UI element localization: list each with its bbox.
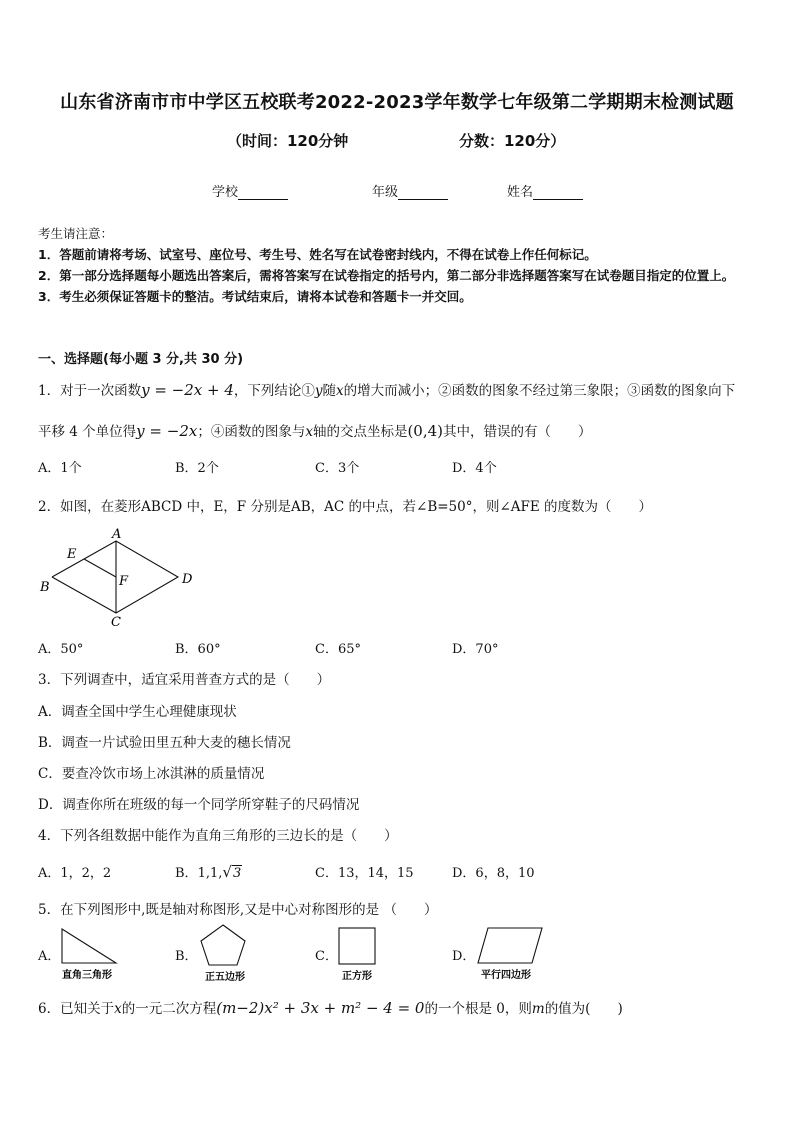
q5-text: 5．在下列图形中,既是轴对称图形,又是中心对称图形的是 （ ）	[38, 902, 438, 918]
pentagon-label: 正五边形	[205, 972, 245, 983]
pentagon-shape	[201, 925, 245, 965]
q1-var-y: y	[314, 383, 323, 399]
q1-option-b[interactable]: B．2个	[175, 461, 219, 476]
name-label: 姓名	[507, 185, 534, 200]
q1-function-shifted: y = −2x	[136, 422, 198, 440]
q5-option-c[interactable]: C．	[315, 949, 338, 964]
q1-text: 随	[322, 383, 337, 399]
grade-field[interactable]	[372, 181, 448, 200]
label-d: D	[182, 572, 193, 587]
q2-text: 2．如图，在菱形ABCD 中，E，F 分别是AB，AC 的中点，若∠B=50°，则∠AFE 的度数为（ ）	[38, 499, 653, 515]
q4-option-b-radicand: 3	[232, 866, 242, 881]
notes-heading: 考生请注意：	[38, 226, 114, 241]
q4-option-d[interactable]: D．6，8，10	[452, 866, 535, 881]
q6-text-part: 的一元二次方程	[121, 1001, 217, 1017]
q1-option-c[interactable]: C．3个	[315, 461, 360, 476]
regular-pentagon-figure[interactable]	[197, 921, 257, 985]
q6-equation: (m−2)x² + 3x + m² − 4 = 0	[216, 999, 425, 1017]
q4-option-b-label: B．	[175, 866, 198, 881]
q2-option-c[interactable]: C．65°	[315, 642, 361, 657]
grade-blank[interactable]	[398, 187, 448, 200]
square-figure[interactable]	[336, 925, 382, 983]
q1-text: 轴的交点坐标是	[312, 424, 408, 440]
parallelogram-shape	[478, 928, 542, 963]
q4-option-b-values: 1,1,	[197, 866, 223, 881]
parallelogram-figure[interactable]	[474, 925, 546, 983]
q6-var-x: x	[114, 1001, 122, 1017]
q1-var-x: x	[336, 383, 344, 399]
school-field[interactable]	[212, 181, 288, 200]
q3-option-c[interactable]: C．要查冷饮市场上冰淇淋的质量情况	[38, 766, 265, 782]
q1-function: y = −2x + 4	[141, 381, 234, 399]
note-item: 3．考生必须保证答题卡的整洁。考试结束后，请将本试卷和答题卡一并交回。	[38, 289, 472, 304]
right-triangle-shape	[62, 929, 116, 963]
q4-option-b[interactable]	[175, 862, 242, 881]
name-field[interactable]	[507, 181, 583, 200]
parallelogram-label: 平行四边形	[481, 970, 531, 981]
q4-text: 4．下列各组数据中能作为直角三角形的三边长的是（ ）	[38, 828, 398, 844]
q1-text: 其中，错误的有（ ）	[443, 424, 592, 440]
q1-line2	[38, 420, 592, 440]
rhombus-figure	[36, 525, 206, 630]
q2-option-a[interactable]: A．50°	[38, 642, 84, 657]
score-label: 分数：120分）	[459, 132, 566, 150]
q6-text	[38, 997, 623, 1017]
q3-text: 3．下列调查中，适宜采用普查方式的是（ ）	[38, 672, 331, 688]
q6-text-part: 6．已知关于	[38, 1001, 115, 1017]
label-a: A	[112, 527, 122, 542]
label-e: E	[67, 547, 77, 562]
q6-text-part: 的一个根是 0，则	[424, 1001, 532, 1017]
section-title: 一、选择题(每小题 3 分,共 30 分)	[38, 352, 244, 367]
grade-label: 年级	[372, 185, 399, 200]
sqrt-symbol: √	[222, 863, 232, 881]
q1-option-a[interactable]: A．1个	[38, 461, 82, 476]
q3-option-b[interactable]: B．调查一片试验田里五种大麦的穗长情况	[38, 735, 291, 751]
q3-option-a[interactable]: A．调查全国中学生心理健康现状	[38, 704, 237, 720]
label-c: C	[111, 615, 121, 630]
q1-text: ；④函数的图象与	[197, 424, 306, 440]
q6-var-m: m	[531, 1001, 545, 1017]
note-item: 2．第一部分选择题每小题选出答案后，需将答案写在试卷指定的括号内，第二部分非选择题答案写在试卷题目指定的位置上。	[38, 268, 735, 283]
q5-option-b[interactable]: B．	[175, 949, 198, 964]
q1-text: 的增大而减小；②函数的图象不经过第三象限；③函数的图象向下	[343, 383, 736, 399]
q3-option-d[interactable]: D．调查你所在班级的每一个同学所穿鞋子的尺码情况	[38, 797, 360, 813]
page-title: 山东省济南市市中学区五校联考2022-2023学年数学七年级第二学期期末检测试题	[60, 92, 734, 113]
q4-option-c[interactable]: C．13，14，15	[315, 866, 414, 881]
q1-line1	[38, 379, 735, 399]
school-blank[interactable]	[238, 187, 288, 200]
time-label: （时间：120分钟	[227, 132, 349, 150]
q1-text: ，下列结论①	[233, 383, 315, 399]
note-item: 1．答题前请将考场、试室号、座位号、考生号、姓名写在试卷密封线内，不得在试卷上作任何标记。	[38, 247, 597, 262]
q1-option-d[interactable]: D．4个	[452, 461, 497, 476]
q1-text: 平移 4 个单位得	[38, 424, 137, 440]
q1-text: 1．对于一次函数	[38, 383, 142, 399]
name-blank[interactable]	[533, 187, 583, 200]
label-b: B	[40, 580, 50, 595]
square-shape	[339, 928, 375, 964]
exam-notes	[38, 223, 768, 307]
segment-ef	[84, 559, 116, 577]
q5-option-d[interactable]: D．	[452, 949, 476, 964]
school-label: 学校	[212, 185, 239, 200]
q1-var-x: x	[305, 424, 313, 440]
q1-coordinate: (0,4)	[407, 422, 444, 440]
q2-option-b[interactable]: B．60°	[175, 642, 221, 657]
right-triangle-label: 直角三角形	[62, 970, 112, 981]
q6-text-part: 的值为( )	[544, 1001, 623, 1017]
right-triangle-figure[interactable]	[58, 925, 120, 983]
label-f: F	[119, 574, 129, 589]
square-label: 正方形	[342, 971, 372, 982]
q2-option-d[interactable]: D．70°	[452, 642, 499, 657]
q4-option-a[interactable]: A．1，2，2	[38, 866, 112, 881]
q5-option-a[interactable]: A．	[38, 949, 61, 964]
